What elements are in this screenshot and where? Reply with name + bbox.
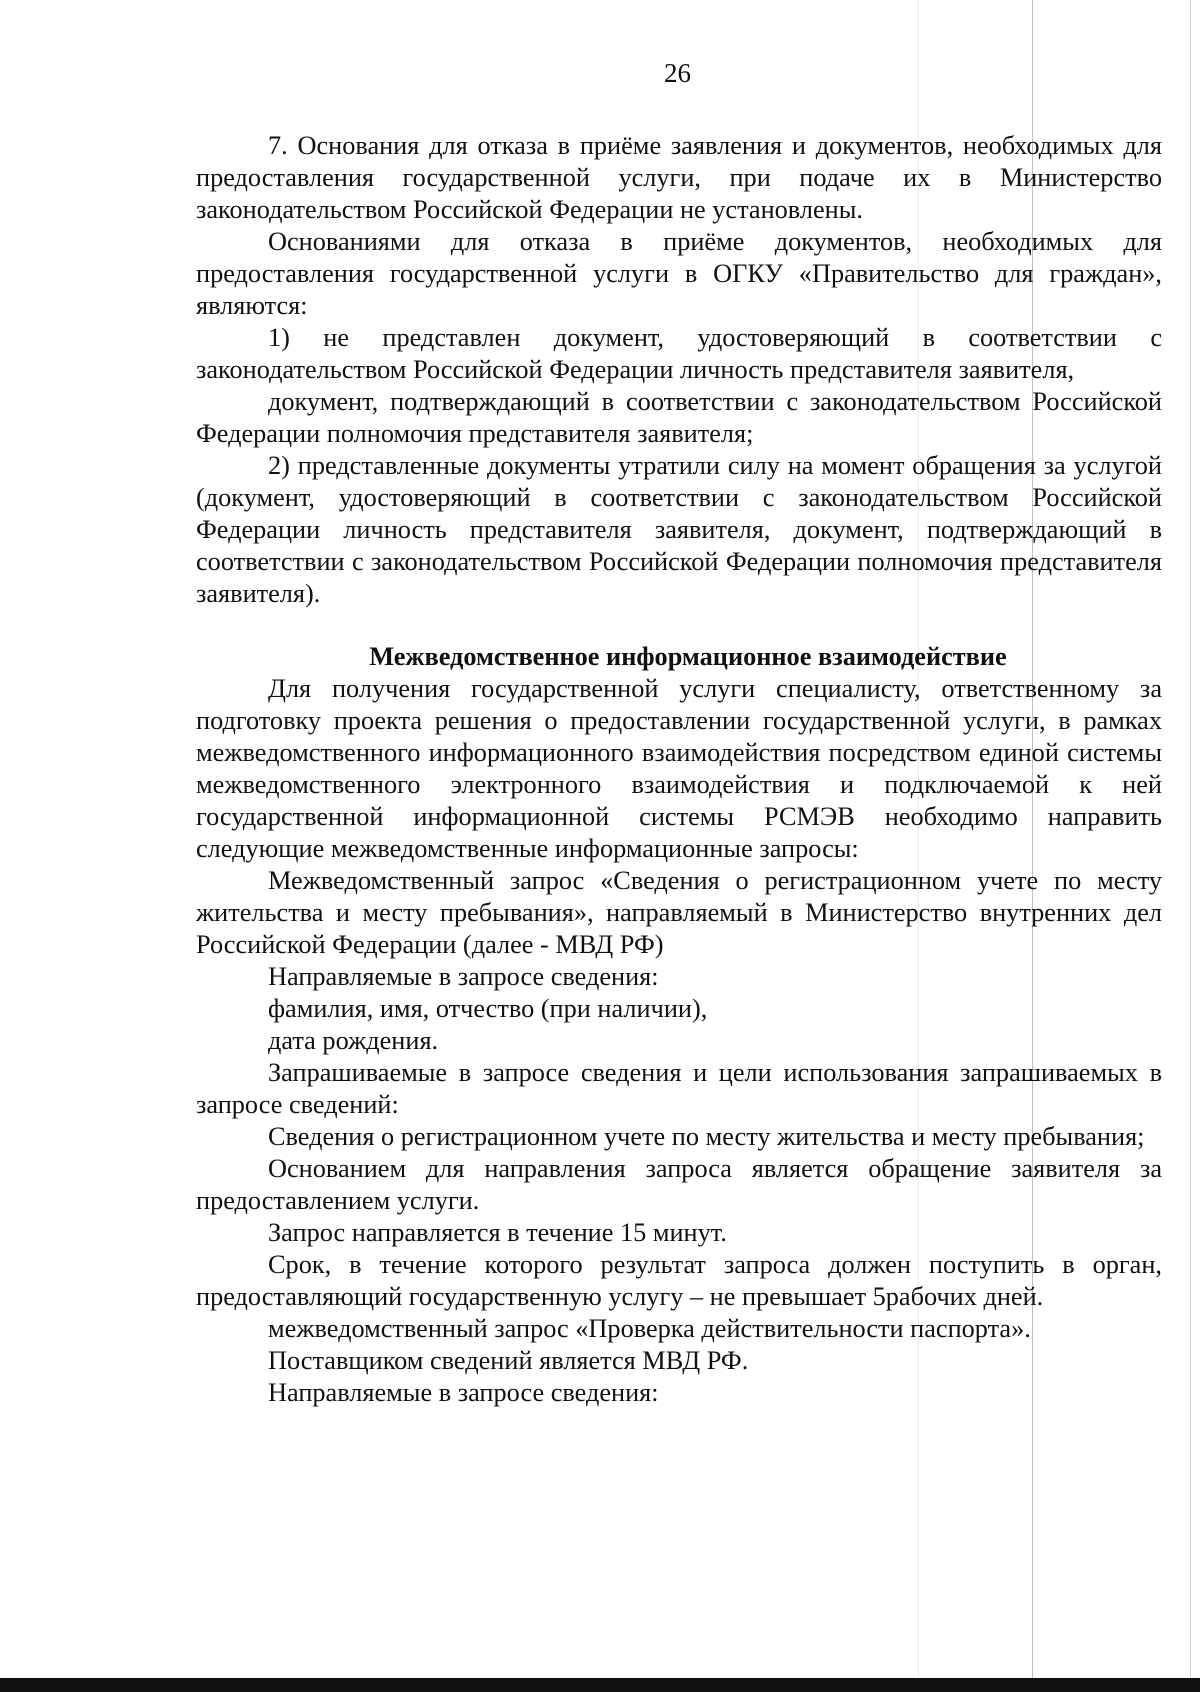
paragraph: документ, подтверждающий в соответствии с законодательством Российской Федерации полномочия представителя заявителя; bbox=[196, 387, 1162, 448]
section-heading: Межведомственное информационное взаимодействие bbox=[369, 642, 1007, 671]
scan-artifact-line bbox=[1190, 0, 1191, 1692]
document-body bbox=[196, 130, 1162, 1409]
page-number: 26 bbox=[664, 58, 691, 88]
paragraph: Сведения о регистрационном учете по месту жительства и месту пребывания; bbox=[268, 1122, 1145, 1151]
paragraph: 7. Основания для отказа в приёме заявления и документов, необходимых для предоставления государственной услуги, при подаче их в Министерство законодательством Российской Федерации не установлены. bbox=[196, 131, 1162, 224]
paragraph: 2) представленные документы утратили силу на момент обращения за услугой (документ, удостоверяющий в соответствии с законодательством Российской Федерации личность представителя заявителя, документ, подтверждающий в соответствии с законодательством Российской Федерации полномочия представителя заявителя). bbox=[196, 451, 1162, 608]
paragraph: 1) не представлен документ, удостоверяющий в соответствии с законодательством Российской Федерации личность представителя заявителя, bbox=[196, 323, 1162, 384]
paragraph: Запрос направляется в течение 15 минут. bbox=[268, 1218, 727, 1247]
paragraph: Срок, в течение которого результат запроса должен поступить в орган, предоставляющий государственную услугу – не превышает 5рабочих дней. bbox=[196, 1250, 1162, 1311]
paragraph: Поставщиком сведений является МВД РФ. bbox=[268, 1346, 749, 1375]
paragraph: межведомственный запрос «Проверка действительности паспорта». bbox=[268, 1314, 1031, 1343]
paragraph: Основаниями для отказа в приёме документов, необходимых для предоставления государственной услуги в ОГКУ «Правительство для граждан», являются: bbox=[196, 227, 1162, 320]
paragraph: Запрашиваемые в запросе сведения и цели использования запрашиваемых в запросе сведений: bbox=[196, 1058, 1162, 1119]
scan-bottom-edge bbox=[0, 1678, 1200, 1692]
paragraph: дата рождения. bbox=[268, 1026, 439, 1055]
paragraph: Направляемые в запросе сведения: bbox=[268, 1378, 659, 1407]
paragraph: Основанием для направления запроса является обращение заявителя за предоставлением услуги. bbox=[196, 1154, 1162, 1215]
paragraph: Для получения государственной услуги специалисту, ответственному за подготовку проекта решения о предоставлении государственной услуги, в рамках межведомственного информационного взаимодействия посредством единой системы межведомственного электронного взаимодействия и подключаемой к ней государственной информационной системы РСМЭВ необходимо направить следующие межведомственные информационные запросы: bbox=[196, 674, 1162, 863]
paragraph: Межведомственный запрос «Сведения о регистрационном учете по месту жительства и месту пребывания», направляемый в Министерство внутренних дел Российской Федерации (далее - МВД РФ) bbox=[196, 866, 1162, 959]
paragraph: фамилия, имя, отчество (при наличии), bbox=[268, 994, 708, 1023]
paragraph: Направляемые в запросе сведения: bbox=[268, 962, 659, 991]
